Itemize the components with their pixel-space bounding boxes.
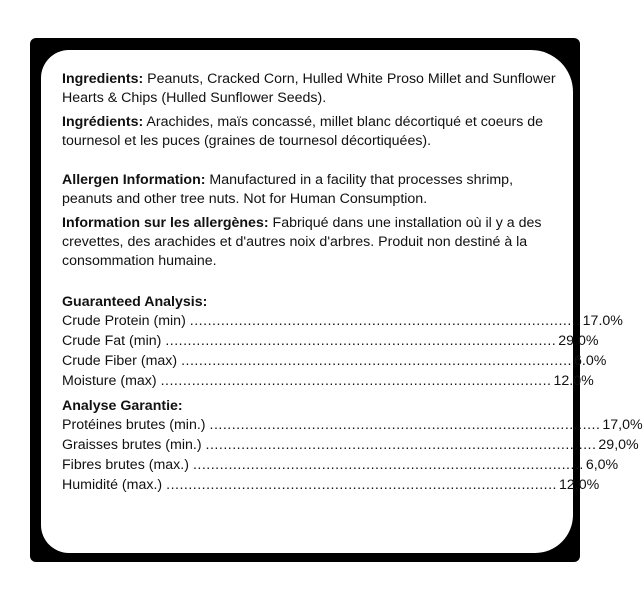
analysis-row [62,456,619,476]
analysis-row-label: Fibres brutes (max.) [62,457,189,473]
allergen-fr-text: Fabriqué dans une installation où il y a des crevettes, des arachides et d'autres noix d'arbres. Produit non destiné à la consommation humaine. [62,215,542,269]
ingredients-en-text: Peanuts, Cracked Corn, Hulled White Proso Millet and Sunflower Hearts & Chips (Hulled Sunflower Seeds). [62,71,556,106]
analysis-row-value: 12,0% [559,477,600,493]
allergen-en-label: Allergen Information: [62,172,206,188]
analysis-row-label: Crude Protein (min) [62,313,186,329]
analysis-row-label: Moisture (max) [62,373,157,389]
allergen-en-text: Manufactured in a facility that processes shrimp, peanuts and other tree nuts. Not for Human Consumption. [62,172,514,207]
ingredients-fr-text: Arachides, maïs concassé, millet blanc décortiqué et coeurs de tournesol et les puces (graines de tournesol décortiquées). [62,114,544,149]
allergen-fr [62,214,567,271]
analysis-row [62,312,623,332]
allergen-fr-label: Information sur les allergènes: [62,215,269,231]
analysis-row-value: 29.0% [558,333,599,349]
analysis-row-label: Crude Fiber (max) [62,353,178,369]
leader-dots: ........................................................................................ [192,457,584,473]
analysis-row-label: Crude Fat (min) [62,333,162,349]
analysis-en-heading: Guaranteed Analysis: [62,294,208,310]
ingredients-fr [62,113,567,151]
analysis-row-value: 6,0% [585,457,619,473]
leader-dots: ........................................................................................ [189,313,581,329]
analysis-row-value: 29,0% [598,437,639,453]
ingredients-en [62,70,567,108]
leader-dots: ........................................................................................ [181,353,572,369]
analysis-row [62,332,599,352]
analysis-row-value: 17,0% [602,417,643,433]
analysis-row [62,416,643,436]
label-content [62,70,643,496]
leader-dots: ........................................................................................ [209,417,601,433]
allergen-en [62,171,567,209]
leader-dots: ........................................................................................ [160,373,552,389]
analysis-row [62,352,607,372]
analysis-row [62,436,639,456]
ingredients-fr-label: Ingrédients: [62,114,144,130]
analysis-row [62,372,594,392]
ingredients-en-label: Ingredients: [62,71,144,87]
analysis-fr-table [62,416,643,496]
leader-dots: ........................................................................................ [166,477,557,493]
analysis-row-value: 6.0% [573,353,607,369]
analysis-row-label: Protéines brutes (min.) [62,417,206,433]
analysis-row-label: Humidité (max.) [62,477,163,493]
analysis-row-value: 17.0% [582,313,623,329]
analysis-en-table [62,312,623,392]
analysis-row [62,476,600,496]
leader-dots: ........................................................................................ [205,437,597,453]
analysis-fr-heading: Analyse Garantie: [62,398,183,414]
analysis-row-value: 12.0% [553,373,594,389]
leader-dots: ........................................................................................ [165,333,557,349]
analysis-row-label: Graisses brutes (min.) [62,437,202,453]
